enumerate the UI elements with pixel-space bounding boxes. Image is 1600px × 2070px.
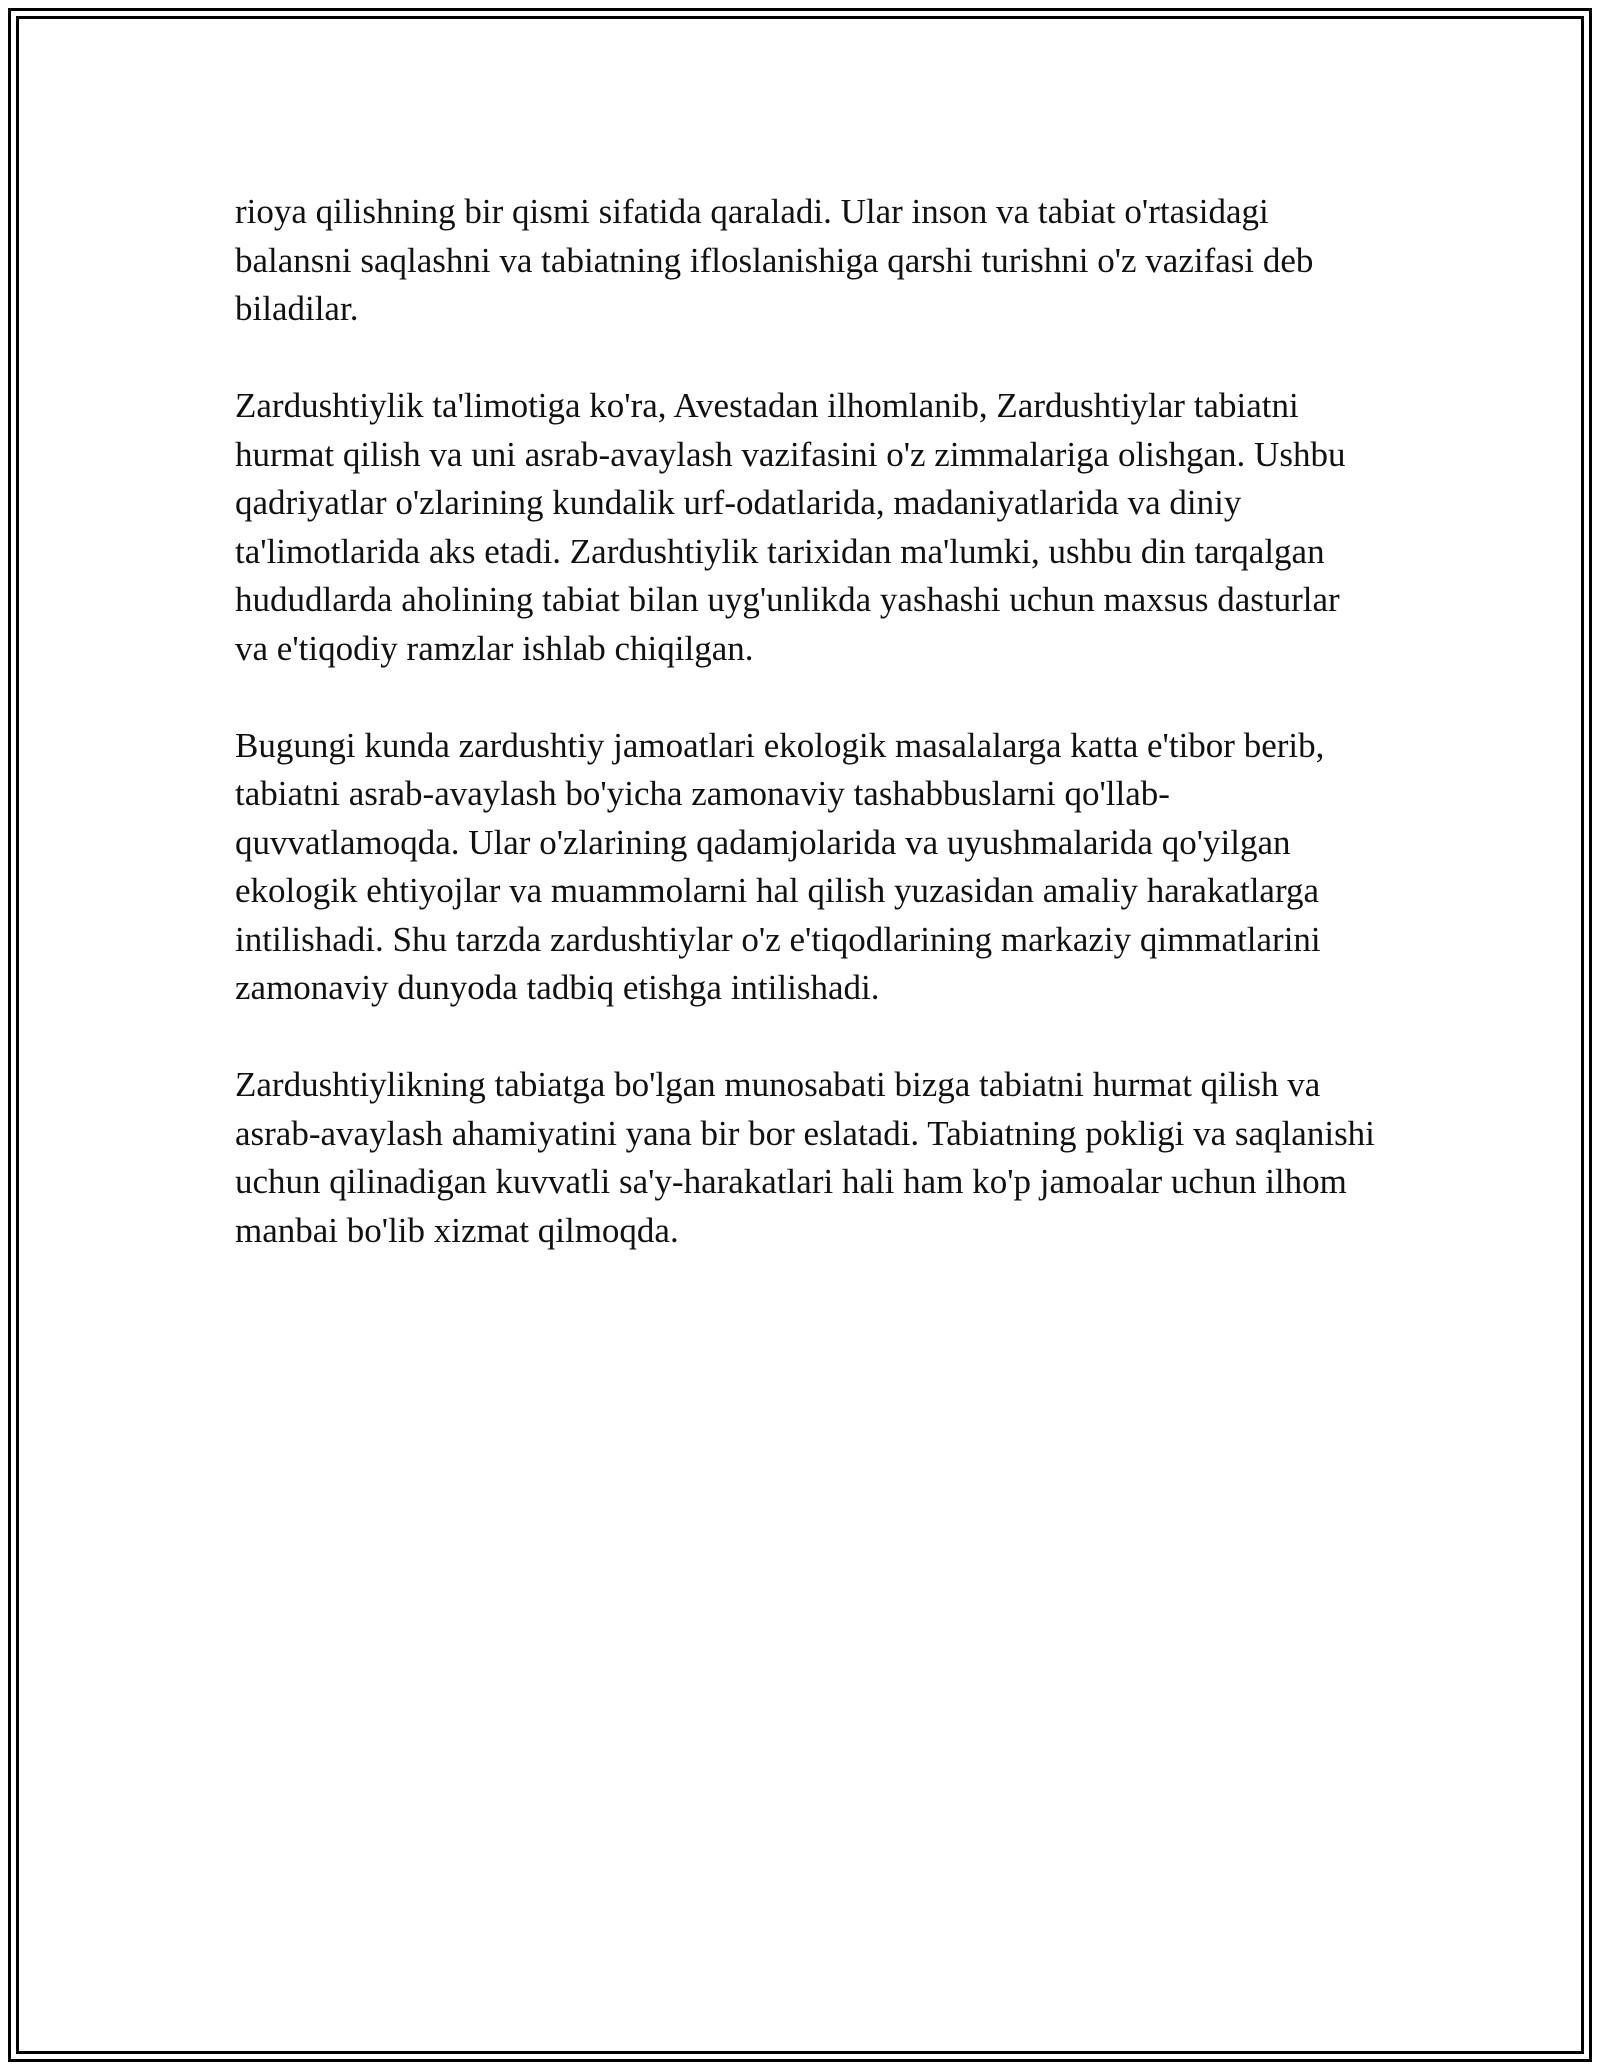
paragraph-1: rioya qilishning bir qismi sifatida qaraladi. Ular inson va tabiat o'rtasidagi balansni saqlashni va tabiatning ifloslanishiga qarshi turishni o'z vazifasi deb biladilar.	[235, 192, 1314, 328]
paragraph-4: Zardushtiylikning tabiatga bo'lgan munosabati bizga tabiatni hurmat qilish va asrab-avaylash ahamiyatini yana bir bor eslatadi. Tabiatning pokligi va saqlanishi uchun qilinadigan kuvvatli sa'y-harakatlari hali ham ko'p jamoalar uchun ilhom manbai bo'lib xizmat qilmoqda.	[235, 1065, 1375, 1250]
document-body	[235, 188, 1375, 1304]
paragraph-3: Bugungi kunda zardushtiy jamoatlari ekologik masalalarga katta e'tibor berib, tabiatni asrab-avaylash bo'yicha zamonaviy tashabbuslarni qo'llab-quvvatlamoqda. Ular o'zlarining qadamjolarida va uyushmalarida qo'yilgan ekologik ehtiyojlar va muammolarni hal qilish yuzasidan amaliy harakatlarga intilishadi. Shu tarzda zardushtiylar o'z e'tiqodlarining markaziy qimmatlarini zamonaviy dunyoda tadbiq etishga intilishadi.	[235, 725, 1325, 1007]
paragraph-2: Zardushtiylik ta'limotiga ko'ra, Avestadan ilhomlanib, Zardushtiylar tabiatni hurmat qilish va uni asrab-avaylash vazifasini o'z zimmalariga olishgan. Ushbu qadriyatlar o'zlarining kundalik urf-odatlarida, madaniyatlarida va diniy ta'limotlarida aks etadi. Zardushtiylik tarixidan ma'lumki, ushbu din tarqalgan hududlarda aholining tabiat bilan uyg'unlikda yashashi uchun maxsus dasturlar va e'tiqodiy ramzlar ishlab chiqilgan.	[235, 386, 1346, 668]
